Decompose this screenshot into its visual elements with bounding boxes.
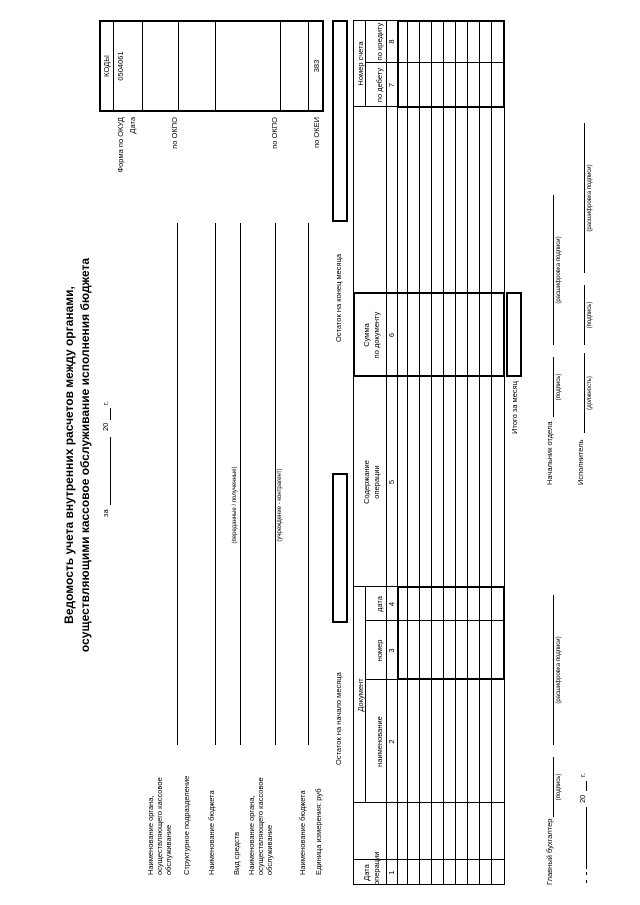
org-label-2: осуществляющего кассовое: [155, 777, 164, 875]
org-label-3: обслуживание: [164, 824, 173, 875]
table-row: [443, 20, 444, 885]
exec-signature-caption: (подпись): [587, 301, 593, 329]
title-line-1: Ведомость учета внутренних расчетов между органами,: [62, 286, 76, 624]
start-balance-box: [332, 473, 348, 623]
total-box: [506, 292, 522, 377]
org-label-1: Наименование органа,: [146, 795, 155, 875]
total-label: Итого за месяц: [510, 381, 519, 434]
col-sum-1: Сумма: [362, 323, 371, 347]
col-debit: по дебету: [375, 67, 384, 103]
position-caption: (должность): [587, 376, 593, 410]
col-doc-number: номер: [375, 639, 384, 662]
col-num-4: 4: [387, 601, 396, 607]
budget2-line: [308, 223, 309, 745]
struct-label: Структурное подразделение: [182, 775, 191, 875]
okei-label: по ОКЕИ: [312, 117, 321, 148]
table-row: [467, 20, 468, 885]
okpo2-label: по ОКПО: [270, 117, 279, 149]
date-year-prefix: 20: [578, 794, 587, 803]
col-doc-date: дата: [375, 596, 384, 612]
executor-label: Исполнитель: [576, 439, 585, 485]
col-credit: по кредиту: [375, 22, 384, 61]
org2-label-1: Наименование органа,: [247, 795, 256, 875]
col-num-7: 7: [387, 82, 396, 88]
period-prefix: за: [101, 509, 110, 517]
okei-value: 383: [312, 59, 321, 73]
col-num-6: 6: [387, 332, 396, 338]
col-content-2: операции: [372, 465, 381, 499]
org2-label-3: обслуживание: [265, 824, 274, 875]
table-row: [431, 20, 432, 885]
table-row: [407, 20, 408, 885]
budget-label: Наименование бюджета: [207, 790, 216, 875]
codes-box: [99, 20, 324, 112]
col-num-5: 5: [387, 479, 396, 485]
org-line: [177, 223, 178, 745]
col-num-2: 2: [387, 739, 396, 744]
org2-line: [275, 223, 276, 745]
budget-line: [215, 223, 216, 745]
chief-decoding-caption: (расшифровка подписи): [556, 636, 562, 704]
chief-signature-caption: (подпись): [556, 773, 562, 801]
date-label: Дата: [128, 117, 137, 134]
chief-accountant-label: Главный бухгалтер: [545, 818, 554, 885]
table-row: [419, 20, 420, 885]
col-account: Номер счета: [356, 41, 365, 86]
doc-number-date-block: [397, 586, 505, 680]
title-line-2: осуществляющими кассовое обслуживание исполнения бюджета: [78, 257, 92, 653]
table-row: [455, 20, 456, 885]
col-num-1: 1: [387, 870, 396, 875]
budget2-label: Наименование бюджета: [298, 790, 307, 875]
end-balance-label: Остаток на конец месяца: [334, 253, 343, 342]
col-doc-name: наименование: [375, 716, 384, 767]
col-content-1: Содержание: [362, 460, 371, 504]
col-num-3: 3: [387, 648, 396, 653]
counterparty-caption: (учреждение - контрагент): [277, 468, 283, 542]
okud-value: 0504061: [116, 51, 125, 81]
period-year-prefix: 20: [101, 422, 110, 431]
funds-line: [240, 223, 241, 745]
sum-column-block: [353, 292, 505, 377]
unit-label: Единица измерения: руб: [314, 788, 323, 875]
col-date-2: операции: [372, 851, 381, 885]
funds-label: Вид средств: [232, 831, 241, 875]
col-sum-2: по документу: [372, 311, 381, 359]
period-year-line: [110, 408, 111, 420]
period-year-suffix: г.: [101, 401, 110, 405]
account-block: [397, 20, 505, 108]
date-line: [586, 807, 587, 869]
okpo1-label: по ОКПО: [170, 117, 179, 149]
start-balance-label: Остаток на начало месяца: [334, 672, 343, 765]
dept-decoding-caption: (расшифровка подписи): [556, 236, 562, 304]
col-date-1: Дата: [362, 864, 371, 881]
date-year-suffix: г.: [578, 773, 587, 777]
funds-caption: (переданные / полученные): [232, 466, 238, 544]
dept-head-label: Начальник отдела: [545, 421, 554, 485]
col-document: Документ: [356, 678, 365, 712]
end-balance-box: [332, 20, 348, 222]
col-num-8: 8: [387, 39, 396, 44]
org2-label-2: осуществляющего кассовое: [256, 777, 265, 875]
codes-header: КОДЫ: [102, 55, 111, 77]
exec-decoding-caption: (расшифровка подписи): [587, 164, 593, 232]
dept-signature-caption: (подпись): [556, 373, 562, 401]
table-row: [491, 20, 492, 885]
table-row: [479, 20, 480, 885]
period-month-line: [110, 437, 111, 505]
okud-label: Форма по ОКУД: [116, 117, 125, 173]
